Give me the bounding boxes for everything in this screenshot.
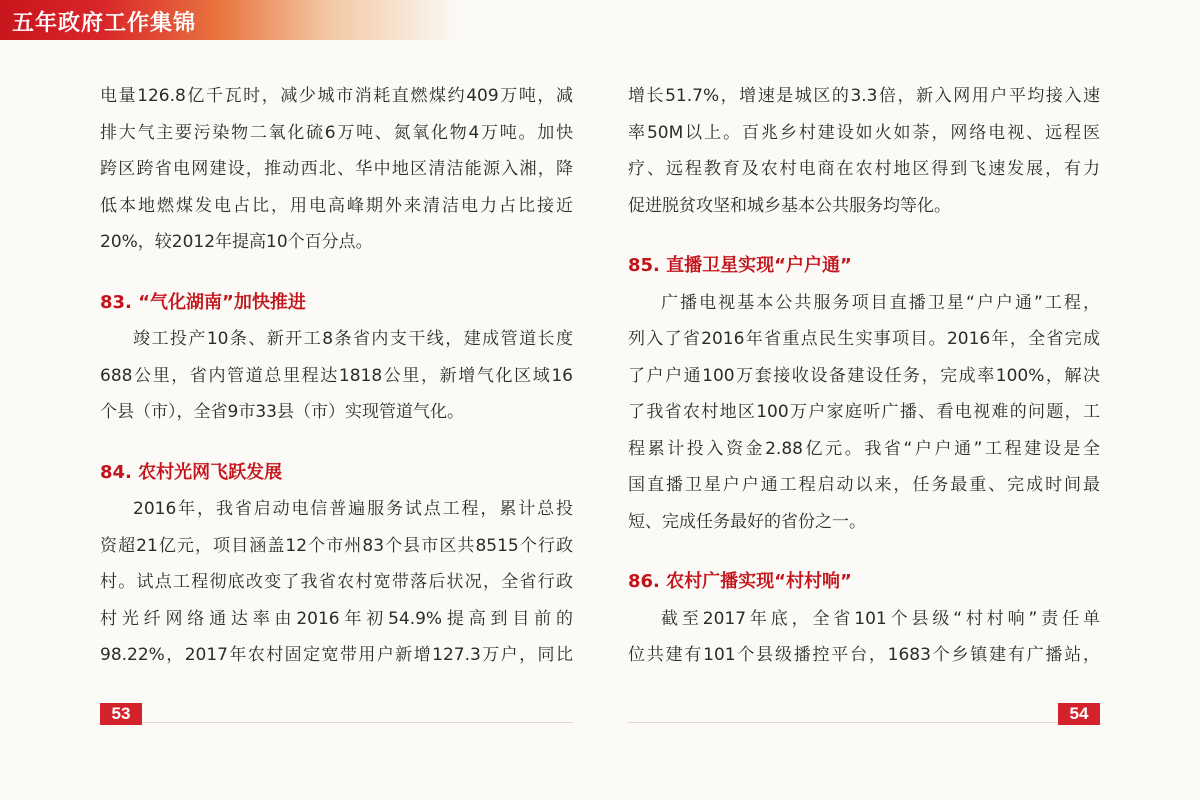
page-number-left: 53 — [100, 703, 142, 725]
text-line: 短、完成任务最好的省份之一。 — [628, 511, 866, 532]
text-line: 国直播卫星户户通工程启动以来，任务最重、完成时间最 — [628, 475, 1100, 495]
text-line: 了我省农村地区100万户家庭听广播、看电视难的问题，工 — [628, 402, 1100, 422]
section-heading-83: 83. “气化湖南”加快推进 — [100, 291, 306, 313]
section-heading-85: 85. 直播卫星实现“户户通” — [628, 255, 852, 276]
text-line: 程累计投入资金2.88亿元。我省“户户通”工程建设是全 — [628, 438, 1100, 459]
right-page-column — [628, 78, 1100, 674]
text-line: 疗、远程教育及农村电商在农村地区得到飞速发展，有力 — [628, 159, 1100, 179]
text-line: 688公里，省内管道总里程达1818公里，新增气化区域16 — [100, 365, 573, 386]
page-number-right: 54 — [1058, 703, 1100, 725]
text-line: 98.22%，2017年农村固定宽带用户新增127.3万户，同比 — [100, 645, 573, 665]
text-line: 截至2017年底，全省101个县级“村村响”责任单 — [661, 608, 1100, 629]
text-line: 20%，较2012年提高10个百分点。 — [100, 232, 373, 252]
text-line: 排大气主要污染物二氧化硫6万吨、氮氧化物4万吨。加快 — [100, 122, 573, 143]
left-page-column — [100, 78, 573, 674]
text-line: 位共建有101个县级播控平台，1683个乡镇建有广播站， — [628, 645, 1100, 665]
text-line: 竣工投产10条、新开工8条省内支干线，建成管道长度 — [133, 329, 573, 349]
text-line: 率50M以上。百兆乡村建设如火如荼，网络电视、远程医 — [628, 122, 1100, 143]
section-heading-86: 86. 农村广播实现“村村响” — [628, 571, 852, 592]
text-line: 个县（市），全省9市33县（市）实现管道气化。 — [100, 402, 464, 422]
header-banner — [0, 0, 460, 40]
text-line: 2016年，我省启动电信普遍服务试点工程，累计总投 — [133, 499, 573, 519]
section-heading-84: 84. 农村光网飞跃发展 — [100, 461, 283, 483]
text-line: 列入了省2016年省重点民生实事项目。2016年，全省完成 — [628, 329, 1100, 349]
text-line: 促进脱贫攻坚和城乡基本公共服务均等化。 — [628, 195, 951, 216]
footer-rule-right — [628, 722, 1058, 723]
text-line: 了户户通100万套接收设备建设任务，完成率100%，解决 — [628, 365, 1100, 386]
text-line: 电量126.8亿千瓦时，减少城市消耗直燃煤约409万吨，减 — [100, 86, 573, 106]
footer-rule-left — [142, 722, 573, 723]
text-line: 增长51.7%，增速是城区的3.3倍，新入网用户平均接入速 — [628, 86, 1100, 106]
text-line: 村。试点工程彻底改变了我省农村宽带落后状况，全省行政 — [100, 572, 573, 592]
text-line: 资超21亿元，项目涵盖12个市州83个县市区共8515个行政 — [100, 535, 573, 556]
text-line: 低本地燃煤发电占比，用电高峰期外来清洁电力占比接近 — [100, 195, 573, 216]
text-line: 广播电视基本公共服务项目直播卫星“户户通”工程， — [661, 292, 1100, 313]
text-line: 村光纤网络通达率由2016年初54.9%提高到目前的 — [100, 608, 573, 629]
text-line: 跨区跨省电网建设，推动西北、华中地区清洁能源入湘，降 — [100, 159, 573, 179]
book-title: 五年政府工作集锦 — [12, 11, 197, 36]
